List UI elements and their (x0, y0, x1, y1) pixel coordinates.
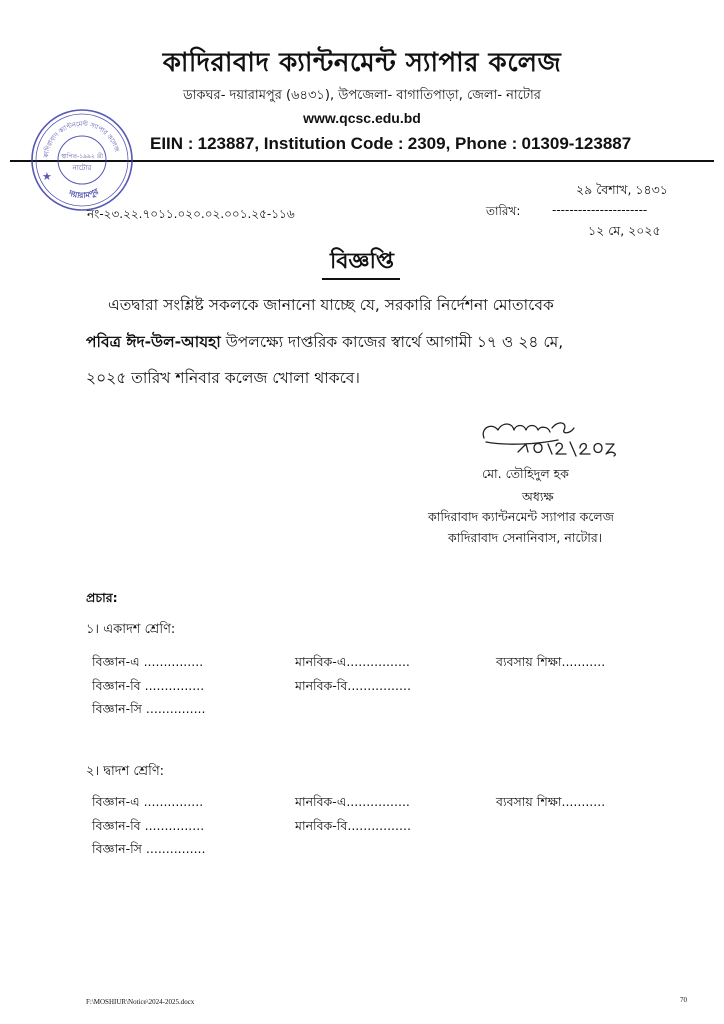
section-heading-class-11: ১। একাদশ শ্রেণি: (86, 622, 176, 637)
list-item: মানবিক-বি................ (295, 678, 411, 693)
signatory-designation: অধ্যক্ষ (522, 489, 554, 504)
notice-line-3: ২০২৫ তারিখ শনিবার কলেজ খোলা থাকবে। (86, 369, 360, 387)
list-item: বিজ্ঞান-এ ............... (92, 794, 204, 809)
svg-text:স্থাপিত-১৯৯২ খ্রী: স্থাপিত-১৯৯২ খ্রী (61, 153, 103, 160)
list-item: বিজ্ঞান-সি ............... (92, 841, 206, 856)
list-item: মানবিক-বি................ (295, 818, 411, 833)
list-item: ব্যবসায় শিক্ষা........... (496, 794, 606, 809)
eid-name: পবিত্র ঈদ-উল-আযহা (86, 333, 221, 351)
notice-line-2 (86, 330, 563, 356)
svg-text:দয়ারামপুর: দয়ারামপুর (67, 186, 101, 201)
list-item: মানবিক-এ................ (295, 654, 410, 669)
phone-value: 01309-123887 (521, 134, 632, 153)
file-path: F:\MOSHIUR\Notice\2024-2025.docx (86, 998, 195, 1006)
notice-title: বিজ্ঞপ্তি (330, 249, 394, 274)
distribution-label: প্রচার: (86, 590, 118, 605)
signatory-college: কাদিরাবাদ ক্যান্টনমেন্ট স্যাপার কলেজ (428, 509, 614, 524)
phone-label: , Phone : (445, 134, 518, 153)
handwritten-signature (478, 414, 638, 458)
svg-text:কাদিরাবাদ ক্যান্টনমেন্ট স্যাপা: কাদিরাবাদ ক্যান্টনমেন্ট স্যাপার কলেজ (41, 119, 121, 159)
list-item: ব্যবসায় শিক্ষা........... (496, 654, 606, 669)
college-seal-stamp (30, 108, 134, 212)
list-item: বিজ্ঞান-বি ............... (92, 678, 205, 693)
signatory-place: কাদিরাবাদ সেনানিবাস, নাটোর। (448, 530, 603, 545)
institution-code-value: 2309 (407, 134, 446, 153)
date-bangla: ২৯ বৈশাখ, ১৪৩১ (576, 182, 668, 197)
svg-text:নাটোর: নাটোর (72, 164, 92, 172)
date-dashes: ---------------------- (552, 203, 648, 217)
list-item: বিজ্ঞান-এ ............... (92, 654, 204, 669)
list-item: মানবিক-এ................ (295, 794, 410, 809)
notice-title-underline (322, 278, 400, 280)
college-name: কাদিরাবাদ ক্যান্টনমেন্ট স্যাপার কলেজ (162, 48, 562, 78)
date-english: ১২ মে, ২০২৫ (588, 223, 661, 238)
svg-text:★: ★ (42, 170, 52, 183)
eiin-label: EIIN : (150, 134, 194, 153)
signatory-name: মো. তৌহিদুল হক (482, 466, 569, 481)
institution-code-label: , Institution Code : (254, 134, 404, 153)
date-label: তারিখ: (486, 204, 521, 218)
notice-line-1: এতদ্বারা সংশ্লিষ্ট সকলকে জানানো যাচ্ছে যে, সরকারি নির্দেশনা মোতাবেক (108, 296, 554, 314)
college-address: ডাকঘর- দয়ারামপুর (৬৪৩১), উপজেলা- বাগাতিপাড়া, জেলা- নাটোর (183, 88, 541, 103)
contact-line (150, 134, 631, 154)
list-item: বিজ্ঞান-সি ............... (92, 701, 206, 716)
notice-line-2-rest: উপলক্ষ্যে দাপ্তরিক কাজের স্বার্থে আগামী ১৭ ও ২৪ মে, (220, 333, 564, 351)
eiin-value: 123887 (197, 134, 255, 153)
list-item: বিজ্ঞান-বি ............... (92, 818, 205, 833)
college-website: www.qcsc.edu.bd (303, 110, 421, 126)
page-code: 70 (680, 996, 687, 1004)
memo-number: নং-২৩.২২.৭০১১.০২০.০২.০০১.২৫-১১৬ (87, 207, 295, 221)
section-heading-class-12: ২। দ্বাদশ শ্রেণি: (86, 764, 165, 779)
